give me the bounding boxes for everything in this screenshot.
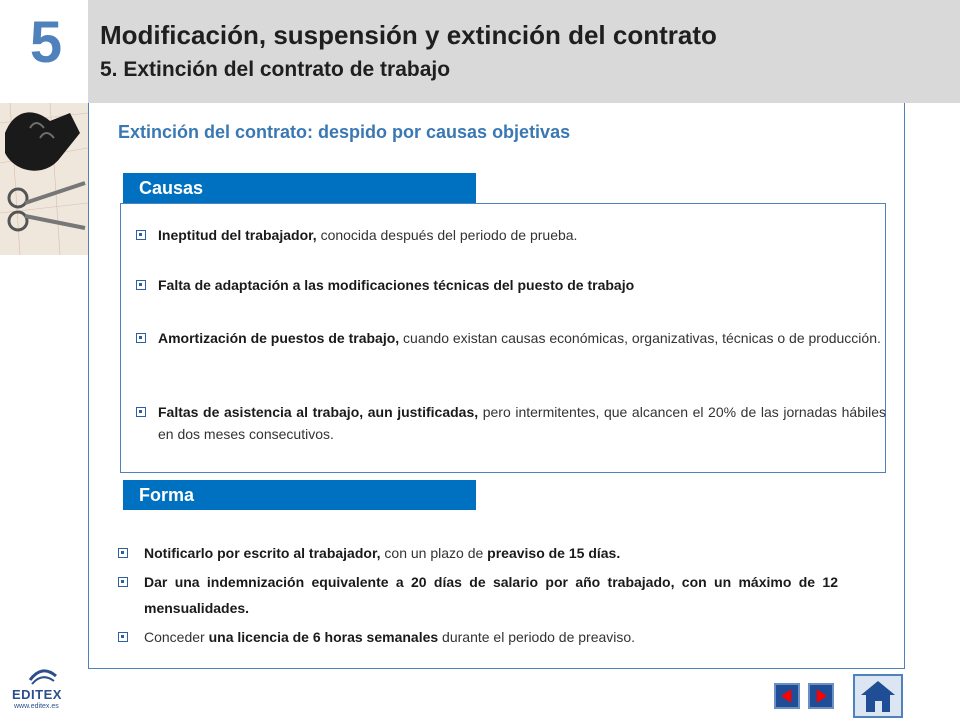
home-button[interactable] xyxy=(853,674,903,718)
page-title: Modificación, suspensión y extinción del contrato xyxy=(100,20,717,50)
triangle-right-icon xyxy=(810,685,832,707)
decorative-hands-scissors-image xyxy=(0,103,88,255)
chapter-number: 5 xyxy=(29,10,63,75)
causa-item-3: Amortización de puestos de trabajo, cuando existan causas económicas, organizativas, técnicas o de producción. xyxy=(136,327,886,349)
checkbox-bullet-icon xyxy=(118,548,128,558)
logo-text: EDITEX xyxy=(12,687,62,702)
checkbox-bullet-icon xyxy=(136,280,146,290)
section-title: Extinción del contrato: despido por causas objetivas xyxy=(118,122,571,142)
checkbox-bullet-icon xyxy=(136,333,146,343)
checkbox-bullet-icon xyxy=(136,230,146,240)
causa-item-2: Falta de adaptación a las modificaciones técnicas del puesto de trabajo xyxy=(136,274,886,296)
page-subtitle: 5. Extinción del contrato de trabajo xyxy=(100,58,451,81)
header-bar xyxy=(88,0,960,103)
causas-tab: Causas xyxy=(123,173,476,203)
causa-item-1: Ineptitud del trabajador, conocida después del periodo de prueba. xyxy=(136,224,886,246)
checkbox-bullet-icon xyxy=(118,632,128,642)
previous-slide-button[interactable] xyxy=(774,683,800,709)
logo-url: www.editex.es xyxy=(14,703,59,710)
checkbox-bullet-icon xyxy=(118,577,128,587)
home-icon xyxy=(855,676,901,716)
forma-item-1: Notificarlo por escrito al trabajador, con un plazo de preaviso de 15 días. xyxy=(118,542,838,564)
next-slide-button[interactable] xyxy=(808,683,834,709)
forma-item-2: Dar una indemnización equivalente a 20 días de salario por año trabajado, con un máximo de 12 mensualidades. xyxy=(118,569,838,621)
triangle-left-icon xyxy=(776,685,798,707)
forma-tab: Forma xyxy=(123,480,476,510)
checkbox-bullet-icon xyxy=(136,407,146,417)
causa-item-4: Faltas de asistencia al trabajo, aun justificadas, pero intermitentes, que alcancen el 20% de las jornadas hábiles en dos meses consecutivos. xyxy=(136,401,886,445)
forma-item-3: Conceder una licencia de 6 horas semanales durante el periodo de preaviso. xyxy=(118,626,838,648)
